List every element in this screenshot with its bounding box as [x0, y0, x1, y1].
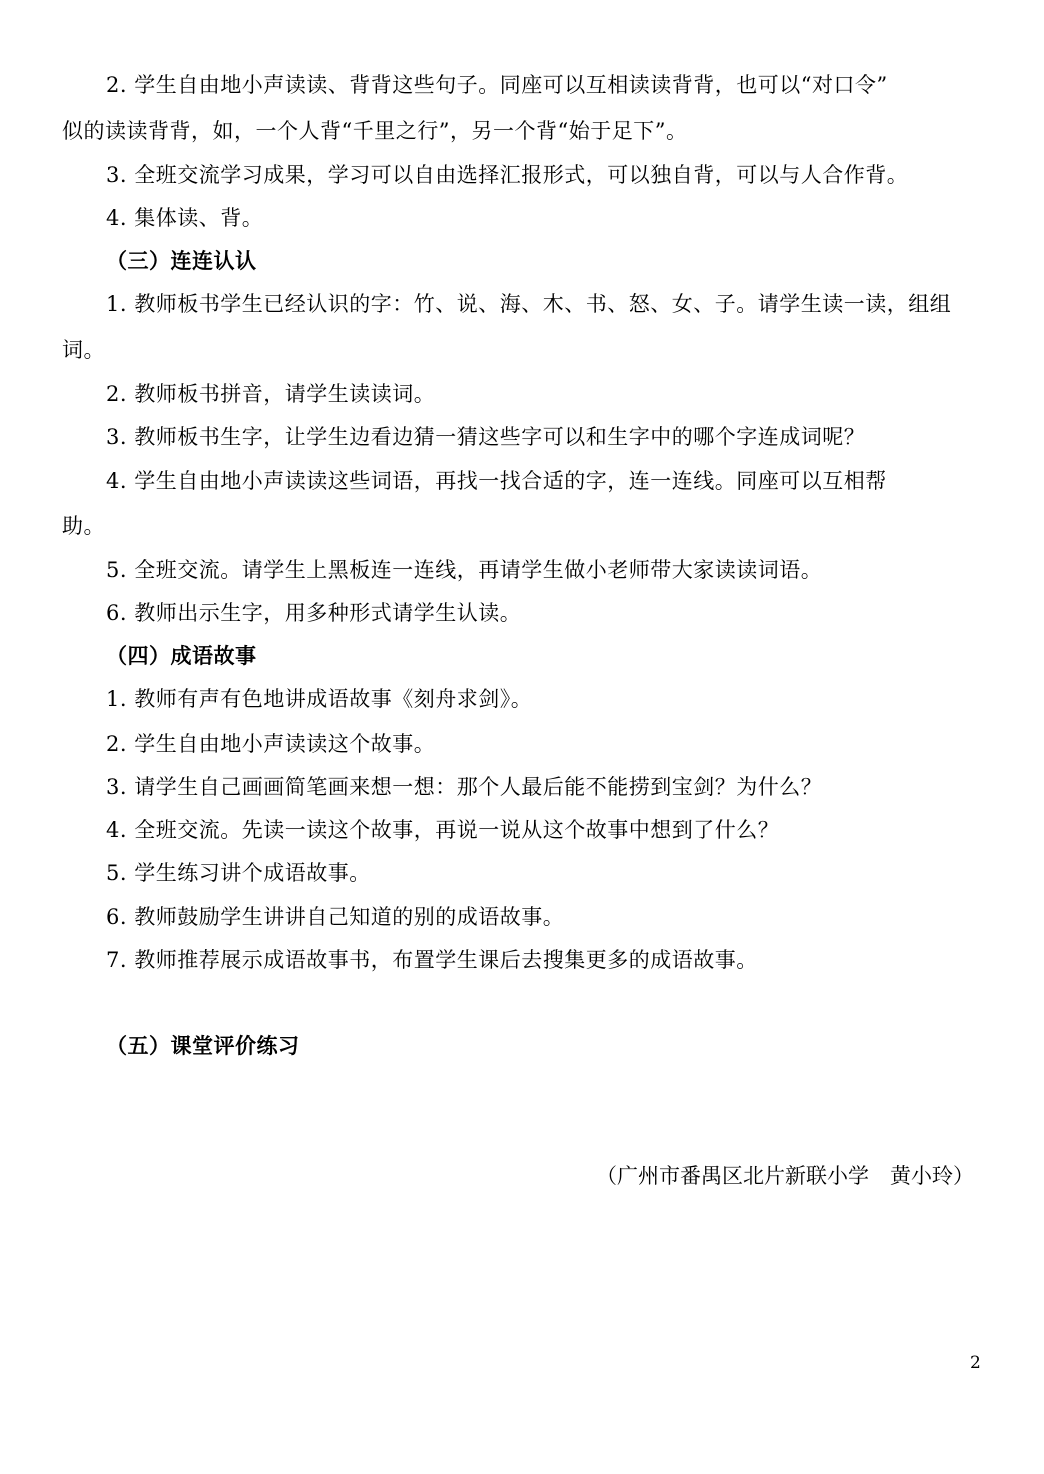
paragraph-line: 2. 学生自由地小声读读、背背这些句子。同座可以互相读读背背，也可以“对口令” — [106, 73, 888, 97]
paragraph-line: 词。 — [62, 338, 105, 362]
paragraph-line: 3. 教师板书生字，让学生边看边猜一猜这些字可以和生字中的哪个字连成词呢？ — [106, 425, 866, 449]
paragraph-line: 6. 教师鼓励学生讲讲自己知道的别的成语故事。 — [106, 905, 565, 929]
paragraph-line: 3. 请学生自己画画简笔画来想一想：那个人最后能不能捞到宝剑？为什么？ — [106, 775, 823, 799]
paragraph-line: 助。 — [62, 514, 105, 538]
paragraph-line: 2. 学生自由地小声读读这个故事。 — [106, 732, 436, 756]
paragraph-line: 6. 教师出示生字，用多种形式请学生认读。 — [106, 601, 522, 625]
paragraph-line: 2. 教师板书拼音，请学生读读词。 — [106, 382, 436, 406]
paragraph-line: 1. 教师有声有色地讲成语故事《刻舟求剑》。 — [106, 687, 533, 711]
page-number: 2 — [970, 1353, 981, 1373]
section-heading: （四）成语故事 — [106, 643, 257, 668]
paragraph-line: 3. 全班交流学习成果，学习可以自由选择汇报形式，可以独自背，可以与人合作背。 — [106, 163, 909, 187]
paragraph-line: 7. 教师推荐展示成语故事书，布置学生课后去搜集更多的成语故事。 — [106, 948, 758, 972]
section-heading: （五）课堂评价练习 — [106, 1033, 300, 1058]
paragraph-line: 4. 学生自由地小声读读这些词语，再找一找合适的字，连一连线。同座可以互相帮 — [106, 469, 887, 493]
paragraph-line: 4. 全班交流。先读一读这个故事，再说一说从这个故事中想到了什么？ — [106, 818, 780, 842]
paragraph-line: 5. 全班交流。请学生上黑板连一连线，再请学生做小老师带大家读读词语。 — [106, 558, 823, 582]
paragraph-line: 4. 集体读、背。 — [106, 206, 264, 230]
paragraph-line: 似的读读背背，如，一个人背“千里之行”，另一个背“始于足下”。 — [62, 119, 688, 143]
author-signature: （广州市番禺区北片新联小学 黄小玲） — [596, 1164, 974, 1188]
paragraph-line: 1. 教师板书学生已经认识的字：竹、说、海、木、书、怒、女、子。请学生读一读，组组 — [106, 292, 952, 316]
paragraph-line: 5. 学生练习讲个成语故事。 — [106, 861, 371, 885]
section-heading: （三）连连认认 — [106, 248, 257, 273]
